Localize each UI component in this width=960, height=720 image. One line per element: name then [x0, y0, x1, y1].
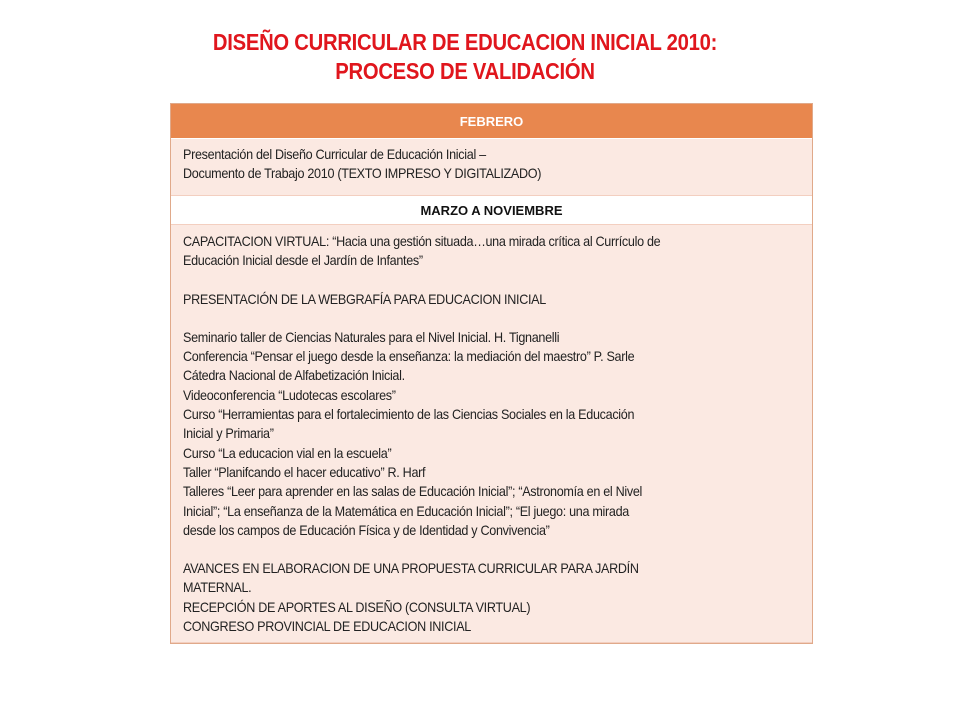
- marzo-line: Curso “La educacion vial en la escuela”: [183, 444, 392, 461]
- spacer: [183, 540, 800, 559]
- marzo-line: MATERNAL.: [183, 579, 252, 596]
- marzo-line: Seminario taller de Ciencias Naturales para el Nivel Inicial. H. Tignanelli: [183, 328, 560, 345]
- marzo-line: Educación Inicial desde el Jardín de Infantes”: [183, 252, 423, 269]
- marzo-line: AVANCES EN ELABORACION DE UNA PROPUESTA CURRICULAR PARA JARDÍN: [183, 560, 639, 577]
- marzo-line: RECEPCIÓN DE APORTES AL DISEÑO (CONSULTA VIRTUAL): [183, 598, 531, 615]
- marzo-line: Talleres “Leer para aprender en las salas de Educación Inicial”; “Astronomía en el Nivel: [183, 483, 643, 500]
- marzo-line: Inicial y Primaria”: [183, 425, 274, 442]
- febrero-line: Documento de Trabajo 2010 (TEXTO IMPRESO Y DIGITALIZADO): [183, 165, 542, 181]
- marzo-line: Inicial”; “La enseñanza de la Matemática en Educación Inicial”; “El juego: una mirada: [183, 502, 629, 519]
- marzo-line: CAPACITACION VIRTUAL: “Hacia una gestión situada…una mirada crítica al Currículo de: [183, 233, 661, 249]
- marzo-line: desde los campos de Educación Física y de Identidad y Convivencia”: [183, 521, 550, 538]
- marzo-line: Cátedra Nacional de Alfabetización Inicial.: [183, 367, 405, 384]
- febrero-content: [171, 139, 812, 196]
- marzo-header: MARZO A NOVIEMBRE: [171, 196, 812, 225]
- marzo-content: [171, 225, 812, 643]
- marzo-line: Conferencia “Pensar el juego desde la enseñanza: la mediación del maestro” P. Sarle: [183, 348, 635, 365]
- marzo-line: Videoconferencia “Ludotecas escolares”: [183, 386, 396, 403]
- febrero-line: Presentación del Diseño Curricular de Educación Inicial –: [183, 146, 486, 162]
- febrero-header: FEBRERO: [171, 104, 812, 139]
- marzo-line: Curso “Herramientas para el fortalecimiento de las Ciencias Sociales en la Educación: [183, 406, 635, 423]
- title-line-2: PROCESO DE VALIDACIÓN: [335, 58, 595, 84]
- spacer: [183, 309, 800, 328]
- marzo-line: PRESENTACIÓN DE LA WEBGRAFÍA PARA EDUCACION INICIAL: [183, 290, 546, 307]
- validation-table: [170, 103, 813, 644]
- title-line-1: DISEÑO CURRICULAR DE EDUCACION INICIAL 2010:: [212, 29, 718, 55]
- marzo-line: Taller “Planifcando el hacer educativo” R. Harf: [183, 463, 426, 480]
- page-title: [56, 28, 874, 86]
- spacer: [183, 271, 800, 290]
- marzo-line: CONGRESO PROVINCIAL DE EDUCACION INICIAL: [183, 618, 471, 635]
